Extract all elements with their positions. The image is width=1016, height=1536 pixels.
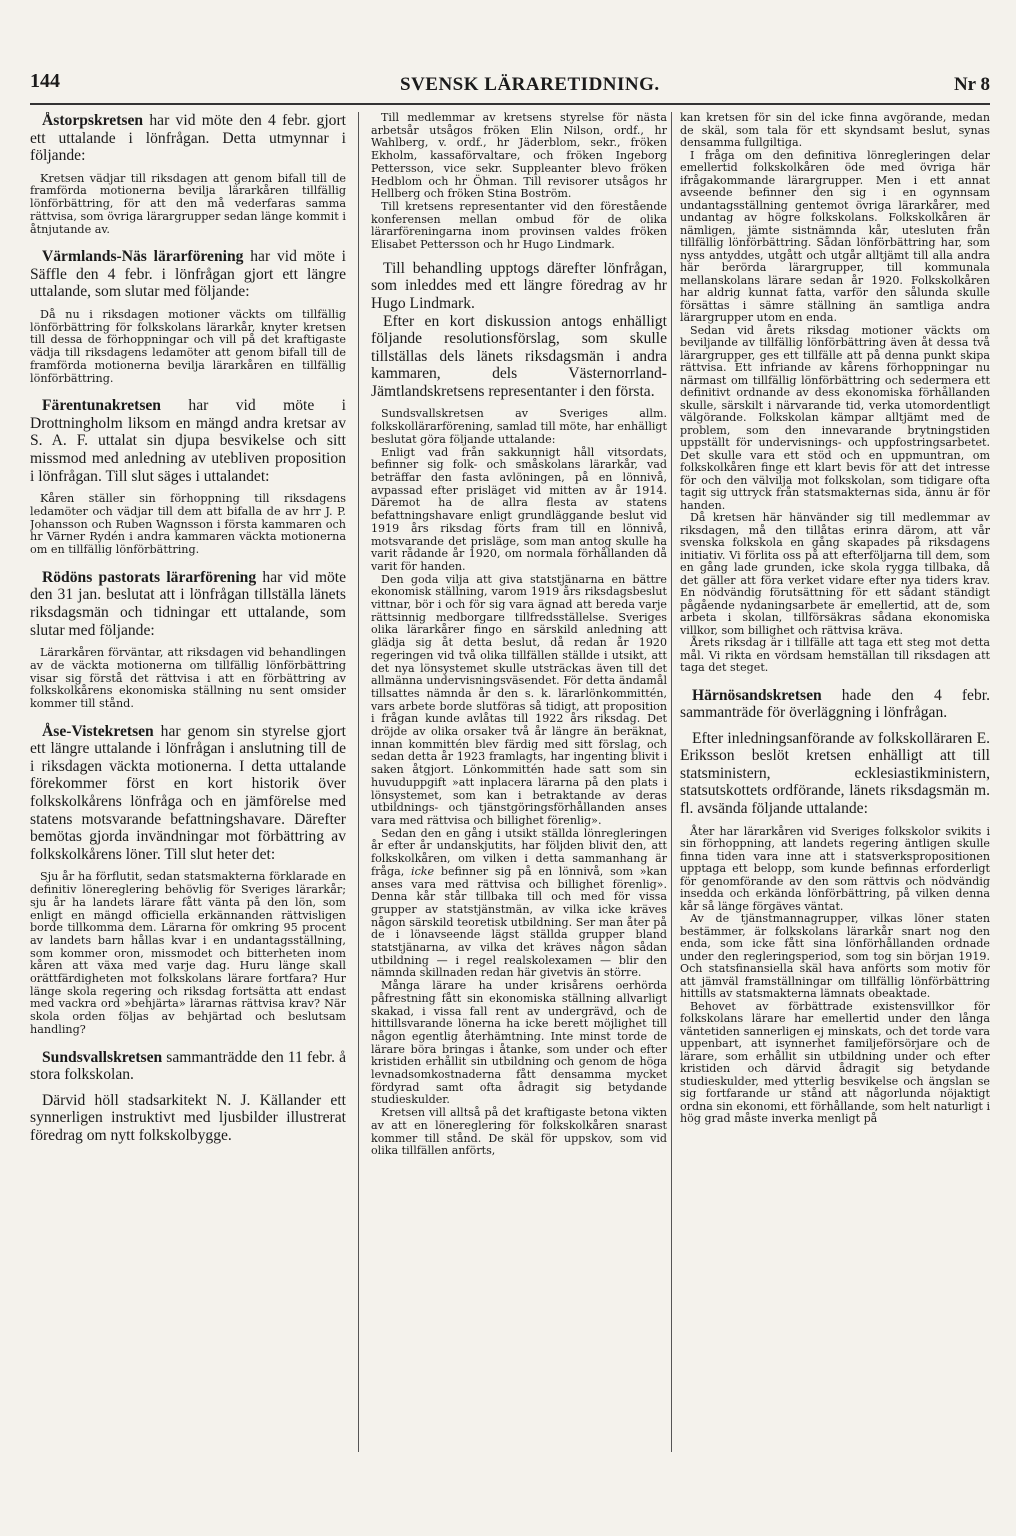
article-paragraph: Därvid höll stadsarkitekt N. J. Källander ett synnerligen instruktivt med ljusbilder illustrerat föredrag om nytt folkskolbygge. bbox=[30, 1091, 346, 1144]
quote-paragraph: Då kretsen här hänvänder sig till medlemmar av riksdagen, må den tillåtas erinra därom, att vår svenska folkskola en gång skapades på riksdagens initiativ. Vi förlita oss på att efterföljarna till dem, som en gång lade grunden, icke skola rygga tillbaka, då det gäller att föra verket vidare efter nya tiders krav. En nödvändig förutsättning för ett sådant ständigt pågående nydaningsarbete är emellertid, att de, som arbeta i skolan, tillförsäkras sådana ekonomiska villkor, som billighet och rättvisa kräva. bbox=[680, 511, 990, 637]
column-1 bbox=[30, 112, 346, 1522]
article-heading: Sundsvallskretsen bbox=[42, 1048, 163, 1066]
article-heading: Färentunakretsen bbox=[42, 397, 161, 415]
publication-title: SVENSK LÄRARETIDNING. bbox=[400, 74, 660, 95]
column-divider bbox=[358, 112, 359, 1452]
quote-paragraph: Kretsen vädjar till riksdagen att genom bifall till de framförda motionerna bevilja lärarkåren tillfällig lönförbättring, för att den må vederfaras samma rättvisa, som övriga lärargrupper sedan länge kommit i åtnjutande av. bbox=[30, 171, 346, 236]
article-paragraph: Till kretsens representanter vid den förestående konferensen mellan ombud för de olika lärarföreningarna inom provinsen valdes fröken Elisabet Pettersson och hr Hugo Lindmark. bbox=[371, 199, 667, 252]
quote-paragraph: Sedan vid årets riksdag motioner väckts om beviljande av tillfällig lönförbättring även åt dessa två lärargrupper, ges ett tillfälle att på denna punkt skipa rättvisa. Ett infriande av kårens förhoppningar nu närmast om tillfällig lönförbättring och sedermera ett definitivt ordnande av dess ekonomiska förhållanden skulle, särskilt i närvarande tid, verka utomordentligt välgörande. Folkskolan kämpar alltjämt med de problem, som den innevarande brytningstiden uppställt för undervisnings- och uppfostringsarbetet. Det skulle vara ett stöd och en uppmuntran, om folkskolkåren finge ett klart bevis för att det intresse för och den välvilja mot folkskolan, som tidigare ofta tagit sig uttryck från statsmakternas sida, ännu är för handen. bbox=[680, 323, 990, 512]
quote-paragraph: Kåren ställer sin förhoppning till riksdagens ledamöter och vädjar till dem att bifalla de av hrr J. P. Johansson och Ruben Wagnsson i första kammaren och hr Värner Rydén i andra kammaren väckta motionerna om en tillfällig lönförbättring. bbox=[30, 492, 346, 557]
quote-paragraph: Enligt vad från sakkunnigt håll vitsordats, befinner sig folk- och småskolans lärarkår, vad beträffar den fasta avlöningen, på en lönnivå, avpassad efter prisläget vid mitten av år 1914. Däremot ha de allra flesta av statens befattningshavare enligt grundläggande beslut vid 1919 års riksdag förts fram till en lönnivå, motsvarande det prisläge, som man antog skulle ha varit rådande år 1920, om normala förhållanden då varit för handen. bbox=[371, 445, 667, 573]
article-paragraph: Värmlands-Näs lärarförening har vid möte i Säffle den 4 febr. i lönfrågan gjort ett längre uttalande, som slutar med följande: bbox=[30, 248, 346, 301]
article-paragraph: Härnösandskretsen hade den 4 febr. sammanträde för överläggning i lönfrågan. bbox=[680, 686, 990, 722]
page-number: 144 bbox=[30, 70, 60, 92]
article-paragraph: Åse-Vistekretsen har genom sin styrelse gjort ett längre uttalande i lönfrågan i anslutning till de i riksdagen väckta motionerna. I detta uttalande förekommer först en kort historik över folkskolkårens lönfråga och en jämförelse med statens motsvarande befattningshavare. Därefter bemötas gjorda invändningar mot förbättring av folkskolkårens löner. Till slut heter det: bbox=[30, 722, 346, 863]
article-heading: Rödöns pastorats lärarförening bbox=[42, 568, 257, 586]
article-heading: Åse-Vistekretsen bbox=[42, 722, 154, 740]
column-divider bbox=[671, 112, 672, 1452]
quote-paragraph: Behovet av förbättrade existensvillkor för folkskolans lärare har emellertid under den långa väntetiden sannerligen ej minskats, och det torde vara uppenbart, att isynnerhet familjeförsörjare och de lärare, som erhållit sin utbildning under och efter kristiden och därvid ådragit sig betydande studieskulder, med ytterlig besvikelse och ängslan se sig fortfarande ur stånd att någorlunda nöjaktigt ordna sin ekonomi, ett förhållande, som helt naturligt i hög grad måste inverka menligt på bbox=[680, 999, 990, 1126]
article-paragraph: Till behandling upptogs därefter lönfrågan, som inleddes med ett längre föredrag av hr Hugo Lindmark. bbox=[371, 259, 667, 312]
quote-paragraph: Sedan den en gång i utsikt ställda lönregleringen år efter år undanskjutits, har följden blivit den, att folkskolkåren, om vilken i detta sammanhang är fråga, icke befinner sig på en lönnivå, som »kan anses vara med rättvisa och billighet förenlig». Denna kår står tillbaka till och med för vissa grupper av statstjänstmän, av vilka icke kräves någon särskild teoretisk utbildning. Ser man åter på de i lönavseende lägst ställda grupper bland statstjänarna, av vilka det kräves någon sådan utbildning — i regel realskolexamen — blir den nämnda skillnaden redan här givetvis än större. bbox=[371, 826, 667, 980]
quote-paragraph: Lärarkåren förväntar, att riksdagen vid behandlingen av de väckta motionerna om tillfällig lönförbättring visar sig förstå det rättvisa i att en förbättring av folkskolkårens ekonomiska ställning nu sent omsider kommer till stånd. bbox=[30, 646, 346, 710]
article-paragraph: Sundsvallskretsen sammanträdde den 11 febr. å stora folkskolan. bbox=[30, 1048, 346, 1084]
quote-paragraph: Sundsvallskretsen av Sveriges allm. folkskollärarförening, samlad till möte, har enhälligt beslutat göra följande uttalande: bbox=[371, 407, 667, 446]
column-2 bbox=[371, 112, 667, 1522]
quote-paragraph: Många lärare ha under krisårens oerhörda påfrestning fått sin ekonomiska ställning allvarligt skakad, i vissa fall rent av undergrävd, och de hittillsvarande lönerna ha icke berett möjlighet till någon egentlig återhämtning. Inte minst torde de lärare böra bringas i åtanke, som under och efter kristiden erhållit sin utbildning och genom de höga levnadsomkostnaderna fått densamma mycket fördyrad samt ofta ådragit sig betydande studieskulder. bbox=[371, 979, 667, 1107]
article-paragraph: Till medlemmar av kretsens styrelse för nästa arbetsår utsågos fröken Elin Nilson, ordf., hr Wahlberg, v. ordf., hr Jäderblom, sekr., fröken Ekholm, kassaförvaltare, och fröken Ingeborg Pettersson, vice sekr. Suppleanter blevo fröken Hedblom och hr Öhman. Till revisorer utsågos hr Hellberg och fröken Stina Boström. bbox=[371, 112, 667, 201]
quote-paragraph: kan kretsen för sin del icke finna avgörande, medan de skäl, som tala för ett skyndsamt beslut, synas densamma fullgiltiga. bbox=[680, 112, 990, 149]
article-paragraph: Färentunakretsen har vid möte i Drottningholm liksom en mängd andra kretsar av S. A. F. uttalat sin djupa besvikelse och sitt missmod med anledning av utebliven proposition i lönfrågan. Till slut säges i uttalandet: bbox=[30, 397, 346, 485]
article-heading: Värmlands-Näs lärarförening bbox=[42, 248, 244, 266]
quote-paragraph: Den goda vilja att giva statstjänarna en bättre ekonomisk ställning, varom 1919 års riksdagsbeslut vittnar, bör i och för sig vara ägnad att bereda varje rättsinnig medborgare tillfredsställelse. Sveriges olika lärarkårer fingo en särskild anledning att glädja sig åt detta beslut, då redan år 1920 regeringen vid två olika tillfällen ställde i utsikt, att det nya lönsystemet skulle utsträckas även till det allmänna undervisningsväsendet. För detta ändamål tillsattes nämnda år den s. k. lärarlönkommittén, vars arbete borde slutföras så tidigt, att proposition i frågan kunde avlåtas till 1922 års riksdag. Det dröjde av olika orsaker två år längre än beräknat, innan kommittén blev färdig med sitt förslag, och sedan detta år 1923 framlagts, har ingenting blivit i saken åtgjort. Lönkommittén hade satt som sin huvuduppgift »att inplacera lärarna på den plats i lönsystemet, som kan i betraktande av deras utbildnings- och tjänstgöringsförhållanden anses vara med rättvisa och billighet förenlig». bbox=[371, 572, 667, 827]
page-header bbox=[30, 70, 990, 100]
quote-paragraph: Då nu i riksdagen motioner väckts om tillfällig lönförbättring för folkskolans lärarkår, knyter kretsen till dessa de förhoppningar och vill på det kraftigaste vädja till riksdagens ledamöter att genom bifall till de framförda motionerna bevilja lärarkåren en tillfällig lönförbättring. bbox=[30, 308, 346, 385]
quote-paragraph: Kretsen vill alltså på det kraftigaste betona vikten av att en lönereglering för folkskolkåren snarast kommer till stånd. De skäl för uppskov, som vid olika tillfällen anförts, bbox=[371, 1106, 667, 1158]
article-heading: Åstorpskretsen bbox=[42, 112, 144, 129]
quote-paragraph: Årets riksdag är i tillfälle att taga ett steg mot detta mål. Vi rikta en vördsam hemställan till riksdagen att taga det steget. bbox=[680, 636, 990, 674]
article-paragraph: Efter en kort diskussion antogs enhälligt följande resolutionsförslag, som skulle tillställas dels länets riksdagsmän i andra kammaren, dels Västernorrland-Jämtlandskretsens representanter i den första. bbox=[371, 312, 667, 400]
quote-paragraph: Av de tjänstmannagrupper, vilkas löner staten bestämmer, är folkskolans lärarkår snart nog den enda, som icke fått sina lönförhållanden ordnade under den regleringsperiod, som tog sin början 1919. Och statsfinansiella skäl hava anförts som motiv för att jämväl framställningar om tillfällig lönförbättring hittills av statsmakterna lämnats obeaktade. bbox=[680, 912, 990, 1001]
emphasis: icke bbox=[411, 864, 435, 878]
article-paragraph: Rödöns pastorats lärarförening har vid möte den 31 jan. beslutat att i lönfrågan tillställa länets riksdagsmän och tidningar ett uttalande, som slutar med följande: bbox=[30, 568, 346, 639]
article-paragraph: Åstorpskretsen har vid möte den 4 febr. gjort ett uttalande i lönfrågan. Detta utmynnar i följande: bbox=[30, 112, 346, 165]
header-rule bbox=[30, 103, 990, 105]
quote-paragraph: I fråga om den definitiva lönregleringen delar emellertid folkskolkåren öde med övriga här ifrågakommande lärargrupper. Men i ett annat avseende befinner den sig i en ogynnsam undantagsställning gentemot övriga lärarkårer, med undantag av högre folkskolans. Folkskolkåren är nämligen, jämte sistnämnda kår, utesluten från tillfällig lönförbättring. Sådan lönförbättring har, som nyss antyddes, utgått och utgår alltjämt till alla andra här berörda lärargrupper, till kommunala mellanskolans lärare sedan år 1920. Folkskolkåren har aldrig kunnat fatta, varför den sålunda skulle försättas i sämre ställning än samtliga andra lärargrupper utom en enda. bbox=[680, 148, 990, 324]
column-3 bbox=[680, 112, 990, 1522]
article-heading: Härnösandskretsen bbox=[692, 686, 822, 704]
issue-number: Nr 8 bbox=[953, 74, 990, 95]
quote-paragraph: Sju år ha förflutit, sedan statsmakterna förklarade en definitiv lönereglering behövlig för Sveriges lärarkår; sju år ha landets lärare fått vänta på den lön, som enligt en mängd officiella erkännanden rättvisligen borde tillkomma dem. Lärarna för omkring 95 procent av landets barn hållas kvar i en undantagsställning, som kommer oron, missmodet och bitterheten inom kåren att växa med varje dag. Huru länge skall orättfärdigheten mot folkskolans lärare fortfara? Hur länge skola regering och riksdag fortsätta att endast med vackra ord »behjärta» lärarnas rättvisa krav? När skola orden följas av behjärtad och beslutsam handling? bbox=[30, 870, 346, 1036]
quote-paragraph: Åter har lärarkåren vid Sveriges folkskolor svikits i sin förhoppning, att landets regering äntligen skulle finna tiden vara inne att i statsverkspropositionen upptaga ett belopp, som kunde befinnas erforderligt för genomförande av den som rättvis och nödvändig insedda och erkända lönförbättring, på vilken denna kår så länge förgäves väntat. bbox=[680, 824, 990, 913]
article-paragraph: Efter inledningsanförande av folkskolläraren E. Eriksson beslöt kretsen enhälligt att till statsministern, ecklesiastikministern, statsutskottets ordförande, länets riksdagsmän m. fl. avsända följande uttalande: bbox=[680, 729, 990, 818]
